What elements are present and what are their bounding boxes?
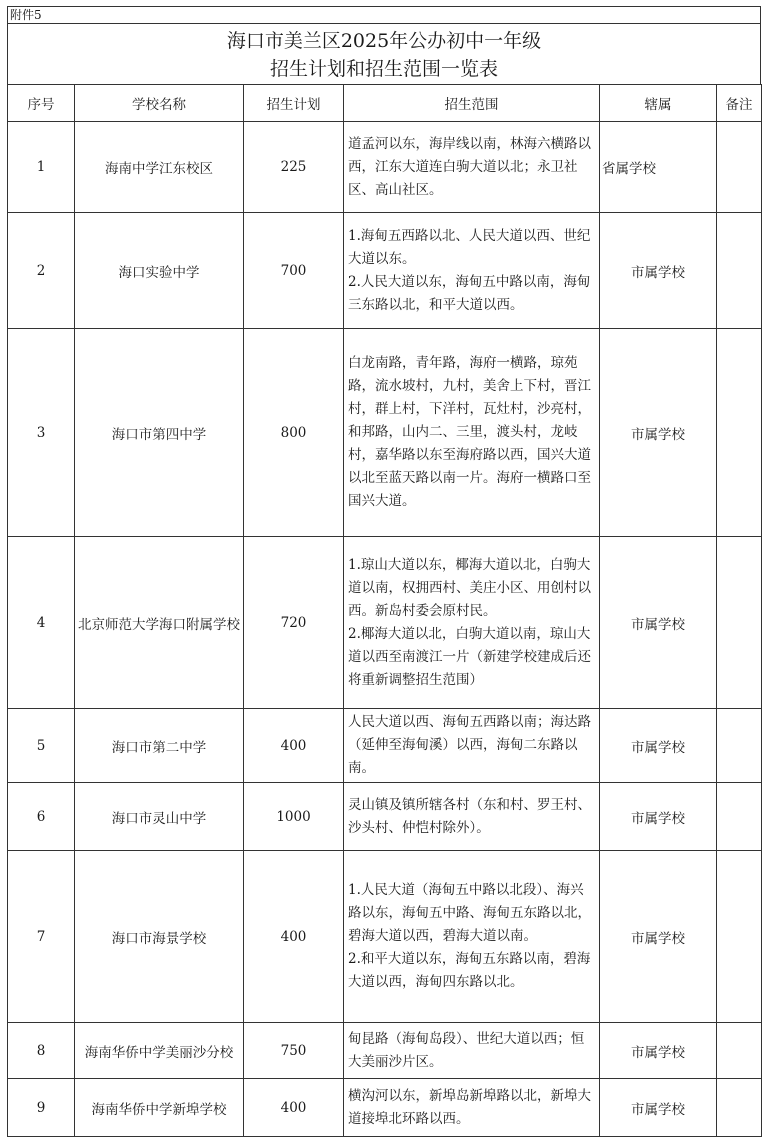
remark: [717, 1079, 762, 1137]
table-row: [8, 709, 762, 783]
enrollment-range: [344, 783, 600, 851]
remark: [717, 709, 762, 783]
affiliation: 市属学校: [600, 851, 717, 1023]
header-plan: 招生计划: [244, 85, 344, 122]
enrollment-range: [344, 1079, 600, 1137]
row-no: 2: [8, 213, 75, 329]
school-name: 海口市第二中学: [75, 709, 244, 783]
enrollment-range: [344, 122, 600, 213]
school-name: 海口市第四中学: [75, 329, 244, 537]
title-line-1: 海口市美兰区2025年公办初中一年级: [226, 30, 542, 52]
range-paragraph: 2.人民大道以东，海甸五中路以南，海甸三东路以北，和平大道以西。: [348, 273, 591, 313]
remark: [717, 1023, 762, 1079]
row-no: 9: [8, 1079, 75, 1137]
affiliation: 市属学校: [600, 213, 717, 329]
enrollment-range: [344, 1023, 600, 1079]
enrollment-plan: 225: [244, 122, 344, 213]
enrollment-table: [7, 84, 762, 1137]
remark: [717, 783, 762, 851]
header-row: [8, 85, 762, 122]
school-name: 海口实验中学: [75, 213, 244, 329]
enrollment-sheet: [7, 6, 761, 1137]
enrollment-plan: 1000: [244, 783, 344, 851]
title-line-2: 招生计划和招生范围一览表: [269, 58, 498, 80]
affiliation: 市属学校: [600, 1023, 717, 1079]
row-no: 5: [8, 709, 75, 783]
enrollment-plan: 700: [244, 213, 344, 329]
enrollment-range: [344, 537, 600, 709]
range-paragraph: 道孟河以东，海岸线以南，林海六横路以西，江东大道连白驹大道以北；永卫社区、高山社区。: [348, 135, 591, 198]
school-name: 海口市灵山中学: [75, 783, 244, 851]
enrollment-plan: 720: [244, 537, 344, 709]
school-name: 海口市海景学校: [75, 851, 244, 1023]
table-row: [8, 122, 762, 213]
remark: [717, 122, 762, 213]
table-row: [8, 1079, 762, 1137]
row-no: 4: [8, 537, 75, 709]
school-name: 海南中学江东校区: [75, 122, 244, 213]
document-title: [7, 23, 761, 84]
enrollment-range: [344, 709, 600, 783]
table-row: [8, 329, 762, 537]
row-no: 3: [8, 329, 75, 537]
range-paragraph: 灵山镇及镇所辖各村（东和村、罗王村、沙头村、仲恺村除外）。: [348, 796, 591, 836]
school-name: 北京师范大学海口附属学校: [75, 537, 244, 709]
table-row: [8, 537, 762, 709]
affiliation: 市属学校: [600, 329, 717, 537]
header-remark: 备注: [717, 85, 762, 122]
enrollment-range: [344, 851, 600, 1023]
remark: [717, 213, 762, 329]
table-row: [8, 1023, 762, 1079]
header-no: 序号: [8, 85, 75, 122]
remark: [717, 851, 762, 1023]
table-row: [8, 213, 762, 329]
header-affiliation: 辖属: [600, 85, 717, 122]
row-no: 8: [8, 1023, 75, 1079]
row-no: 1: [8, 122, 75, 213]
range-paragraph: 白龙南路，青年路，海府一横路，琼苑路，流水坡村，九村，美舍上下村，晋江村，群上村，下洋村，瓦灶村，沙亮村，和邦路，山内二、三里，渡头村，龙岐村，嘉华路以东至海府路以西，国兴大道以北至蓝天路以南一片。海府一横路口至国兴大道。: [348, 355, 591, 509]
attachment-label: 附件5: [7, 6, 761, 23]
remark: [717, 537, 762, 709]
range-paragraph: 2.和平大道以东，海甸五东路以南，碧海大道以西，海甸四东路以北。: [348, 951, 591, 990]
enrollment-range: [344, 329, 600, 537]
range-paragraph: 甸昆路（海甸岛段）、世纪大道以西；恒大美丽沙片区。: [348, 1030, 585, 1070]
affiliation: 省属学校: [600, 122, 717, 213]
affiliation: 市属学校: [600, 709, 717, 783]
range-paragraph: 人民大道以西、海甸五西路以南；海达路（延伸至海甸溪）以西，海甸二东路以南。: [348, 714, 591, 776]
school-name: 海南华侨中学新埠学校: [75, 1079, 244, 1137]
range-paragraph: 2.椰海大道以北，白驹大道以南，琼山大道以西至南渡江一片（新建学校建成后还将重新调整招生范围）: [348, 625, 591, 688]
remark: [717, 329, 762, 537]
enrollment-range: [344, 213, 600, 329]
row-no: 7: [8, 851, 75, 1023]
header-range: 招生范围: [344, 85, 600, 122]
enrollment-plan: 400: [244, 851, 344, 1023]
enrollment-plan: 400: [244, 1079, 344, 1137]
header-school: 学校名称: [75, 85, 244, 122]
affiliation: 市属学校: [600, 537, 717, 709]
row-no: 6: [8, 783, 75, 851]
affiliation: 市属学校: [600, 783, 717, 851]
affiliation: 市属学校: [600, 1079, 717, 1137]
enrollment-plan: 400: [244, 709, 344, 783]
range-paragraph: 横沟河以东，新埠岛新埠路以北，新埠大道接埠北环路以西。: [348, 1087, 591, 1127]
enrollment-plan: 800: [244, 329, 344, 537]
enrollment-plan: 750: [244, 1023, 344, 1079]
school-name: 海南华侨中学美丽沙分校: [75, 1023, 244, 1079]
table-row: [8, 851, 762, 1023]
range-paragraph: 1.人民大道（海甸五中路以北段）、海兴路以东，海甸五中路、海甸五东路以北，碧海大道以西，碧海大道以南。: [348, 882, 591, 944]
table-row: [8, 783, 762, 851]
range-paragraph: 1.琼山大道以东，椰海大道以北，白驹大道以南，权拥西村、美庄小区、用创村以西。新岛村委会原村民。: [348, 556, 591, 619]
range-paragraph: 1.海甸五西路以北、人民大道以西、世纪大道以东。: [348, 227, 591, 267]
